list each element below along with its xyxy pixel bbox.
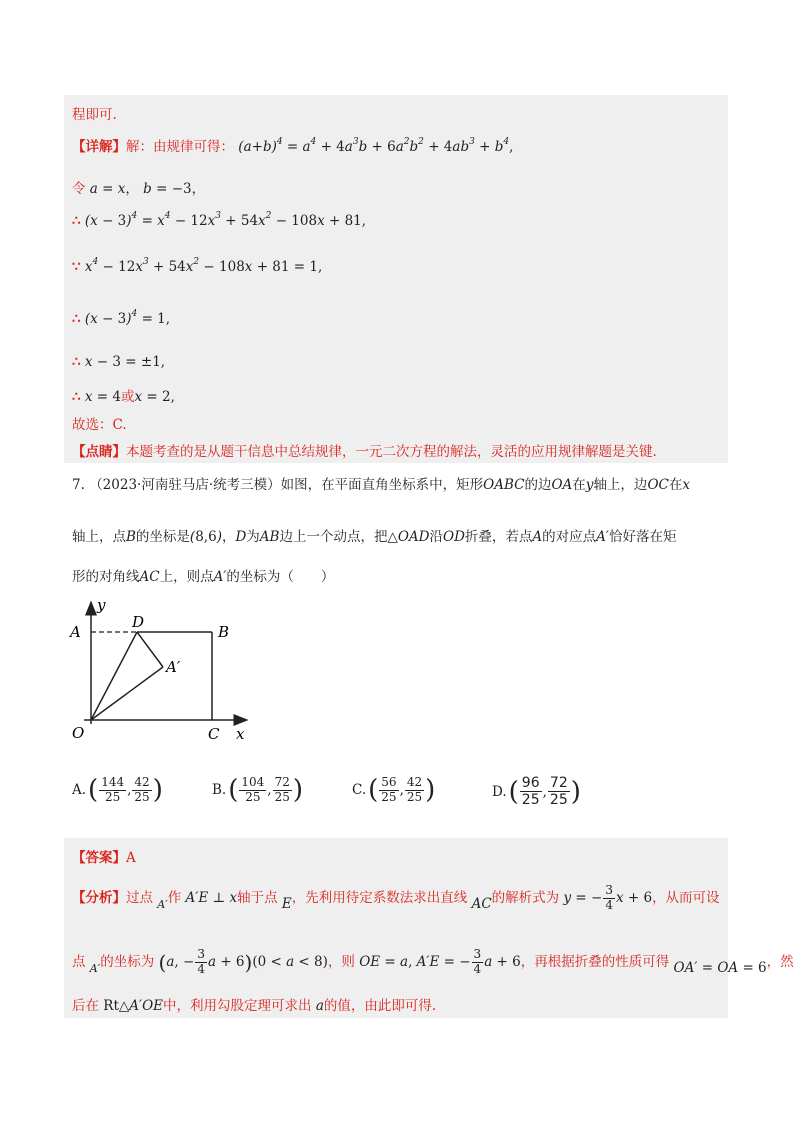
label-B: B	[218, 623, 230, 641]
expansion-line: ∴ $(x - 3)^4 = x^4 - 12x^3 + 54x^2 - 108x + 81$,	[72, 211, 367, 229]
option-A[interactable]: A. ( $\frac{144}{25}$ , $\frac{42}{25}$ )	[72, 774, 163, 805]
label-D: D	[132, 613, 145, 631]
coordinate-figure	[62, 596, 262, 756]
expansion-formula: $(x - 3)^4 = x^4 - 12x^3 + 54x^2 - 108x + 81$,	[84, 211, 367, 229]
solution-line: ∴ x = 4或x = 2,	[72, 389, 175, 405]
substitution-line: 令 a = x， b = −3，	[72, 181, 206, 197]
solution-x4: x = 4	[84, 389, 121, 405]
option-D[interactable]: D. ( $\frac{96}{25}$ , $\frac{72}{25}$ )	[492, 775, 581, 809]
solution-x2: x = 2,	[134, 389, 175, 405]
answer-line	[72, 846, 136, 866]
segment-OA-prime	[91, 667, 163, 720]
answer-tag: 【答案】	[72, 850, 126, 866]
solution-panel-bottom	[64, 838, 728, 1018]
label-O: O	[72, 724, 85, 742]
analysis-line-1: 【分析】过点 $_{A'}$作 A′E ⊥ x轴于点 E，先利用待定系数法求出直线 AC的解析式为 y = − $\frac{3}{4}$ x + 6，从而可设	[72, 883, 720, 912]
comment-tag: 【点睛】	[72, 444, 126, 460]
given-formula: $x^4 - 12x^3 + 54x^2 - 108x + 81 = 1$,	[84, 257, 323, 275]
detail-tag: 【详解】	[72, 139, 126, 155]
root-line: ∴ x − 3 = ±1,	[72, 354, 166, 370]
option-B[interactable]: B. ( $\frac{104}{25}$ , $\frac{72}{25}$ )	[212, 774, 304, 805]
solution-line-continuation: 程即可.	[72, 107, 117, 123]
analysis-line-3: 后在 Rt△A′OE中，利用勾股定理可求出 a的值，由此即可得.	[72, 998, 437, 1014]
label-x: x	[236, 725, 245, 743]
substitution-formula: a = x， b = −3，	[89, 181, 206, 197]
comment-line: 【点睛】本题考查的是从题干信息中总结规律，一元二次方程的解法，灵活的应用规律解题是关键.	[72, 444, 657, 460]
power-formula: $(x - 3)^4 = 1$,	[84, 309, 171, 327]
segment-OD	[91, 632, 137, 720]
choice-line: 故选：C.	[72, 417, 127, 433]
segment-DA-prime	[137, 632, 163, 667]
question-line-1: 7. （2023·河南驻马店·统考三模）如图，在平面直角坐标系中，矩形OABC的边OA在y轴上，边OC在x	[72, 477, 690, 493]
label-A-prime: A′	[166, 658, 181, 676]
root-formula: x − 3 = ±1,	[84, 354, 166, 370]
question-line-2: 轴上，点B的坐标是(8,6)，D为AB边上一个动点，把△OAD沿OD折叠，若点A的对应点A′恰好落在矩	[72, 529, 677, 545]
label-A: A	[70, 623, 81, 641]
label-y: y	[97, 596, 106, 614]
given-line: ∵ $x^4 - 12x^3 + 54x^2 - 108x + 81 = 1$,	[72, 257, 323, 275]
answer-value: A	[126, 850, 136, 866]
label-C: C	[208, 725, 220, 743]
option-C[interactable]: C. ( $\frac{56}{25}$ , $\frac{42}{25}$ )	[352, 774, 436, 805]
power-line: ∴ $(x - 3)^4 = 1$,	[72, 309, 171, 327]
detail-line: 【详解】解：由规律可得： $(a+b)^4 = a^4 + 4a^3b + 6a^2b^2 + 4ab^3 + b^4$,	[72, 137, 514, 155]
analysis-line-2: 点 $_{A'}$的坐标为 (a, − $\frac{3}{4}$ a + 6)(0 < a < 8)，则 OE = a, A′E = − $\frac{3}{4}$ a + 6，再根据折叠的性质可得 OA′ = OA = 6，然	[72, 947, 794, 976]
analysis-tag: 【分析】	[72, 889, 126, 906]
binomial-expansion: $(a+b)^4 = a^4 + 4a^3b + 6a^2b^2 + 4ab^3 + b^4$	[238, 137, 510, 155]
question-line-3: 形的对角线AC上，则点A′的坐标为（ ）	[72, 569, 335, 585]
